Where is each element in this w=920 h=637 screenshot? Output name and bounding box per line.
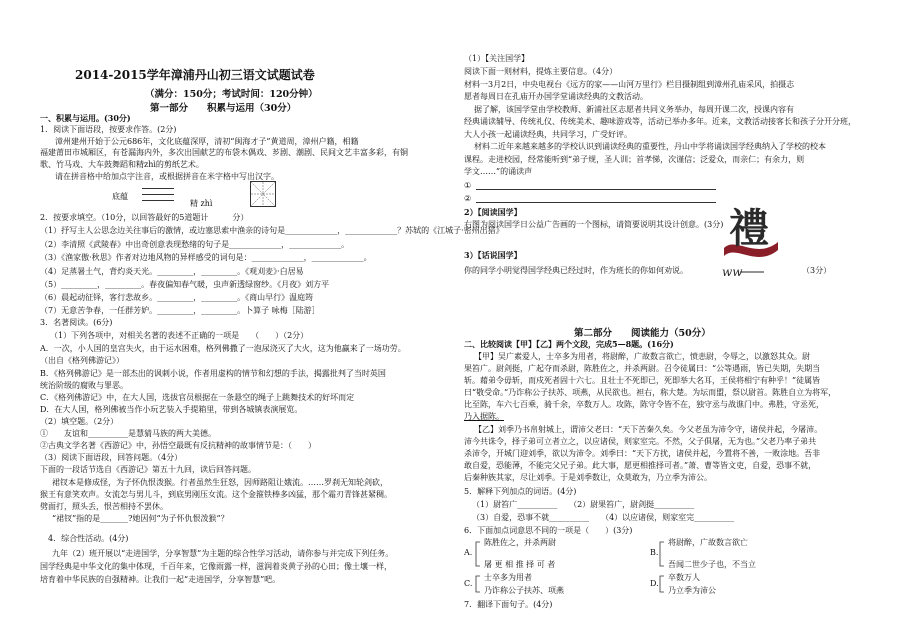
q3-sub-1: （1）下列各项中，对相关名著的表述不正确的一项是 （ ）（2分）: [50, 331, 309, 340]
yi-line-3: 杀沛令，开城门迎刘季，欲以为沛令。刘季曰：“天下方扰，诸侯并起，今置将不善，一败涂地。吾非: [464, 449, 821, 458]
q6-option-d1: 卒数万人: [668, 573, 700, 582]
answer-1-line[interactable]: [476, 189, 716, 190]
jia-line-5: 比至陈，车六七百乘，骑千余，卒数万人。攻陈，陈守令皆不在，独守丞与战谯门中。弗胜，守丞死，: [464, 400, 824, 409]
material-2c: 学文……”的诵读声: [464, 167, 533, 176]
q6-option-a1: 陈胜佐之，并杀两尉: [484, 538, 556, 547]
task-1-prompt: 阅读下面一则材料，提炼主要信息。（4分）: [464, 67, 618, 76]
grid-left-label: 底蕴: [112, 192, 128, 201]
passage-1a: 漳州建州开始于公元686年，文化底蕴深厚，清初“闽海才子”黄道周，漳州户籍，相籍: [55, 137, 359, 146]
jia-line-6: 乃入据陈。: [464, 412, 504, 421]
section1-heading: 一、积累与运用。(30分): [40, 113, 131, 123]
q3-option-b-cont: 统治阶级的腐败与罪恶。: [40, 381, 128, 390]
question-6: 6．下面加点词意思不同的一项是（ ）(3分): [464, 526, 633, 535]
question-2: 2．按要求填空。（10分，以回答最好的5道题计 分）: [40, 213, 249, 222]
q2-item-3: （3）《渔家傲·秋思》作者对边地风物的异样感受的词句是：_____________，_____________。: [40, 253, 372, 262]
q5-items-b: （3）自爱，恐事不就__________ （4）以应诸侯，则家室完__________: [472, 513, 735, 522]
material-1e: 大人小孩一起诵读经典，共同学习，广受好评。: [464, 130, 632, 139]
q3-sub-3e: “裙钗”指的是_______?她因何“为子怀仇恨泼猴”？: [52, 514, 229, 523]
mi-grid-lines: [251, 182, 275, 206]
material-2b: 课程。走进校园，经常能听到“弟子规，圣人训；首孝悌，次谨信；泛爱众，而亲仁；有余力，则: [464, 155, 805, 164]
q3-sub-2a: ① 友谊和__________是慧猜马族的两大美德。: [40, 429, 216, 438]
passage-1c: 歌、竹马戏、大车鼓舞蹈和精zhì的剪纸艺术。: [40, 160, 204, 169]
q3-poem-2: 猴王有意笑欢声。女流怎与男儿斗，到底男刚压女流。这个金箍铁棒多凶猛，那个霜刃青锋甚紧稠。: [40, 490, 392, 499]
q3-option-b: B．《格列佛游记》是一部杰出的讽刺小说，作者用虚构的情节和幻想的手法，揭露批判了当时英国: [40, 369, 386, 378]
q3-sub-3a: 下面的一段话节选自《西游记》第五十九回，读后回答问题。: [40, 465, 256, 474]
question-3: 3．名著阅读。(6分): [40, 318, 113, 327]
q3-option-a-source: （出自《格列佛游记》）: [40, 356, 124, 365]
q6-label-a: A.: [464, 548, 473, 557]
q6-label-c: C.: [464, 579, 473, 588]
yi-line-1: 【乙】刘季乃书帛射城上，谓沛父老曰：“天下苦秦久矣。今父老虽为沛令守，诸侯并起，今屠沛。: [474, 425, 823, 434]
li-character-icon: [716, 198, 782, 284]
task-1-heading: （1）【关注国学】: [464, 54, 530, 63]
task-3-prompt: 你的同学小明觉得国学经典已经过时，作为班长的你如何劝说。: [464, 266, 688, 275]
jia-line-3: 斩。藉弟令毋斩，而戍死者固十六七。且壮士不死即已，死即举大名耳，王侯将相宁有种乎！”徒属皆: [464, 376, 821, 385]
q6-brackets: [474, 536, 674, 596]
exam-subtitle: （满分：150分；考试时间：120分钟）: [145, 89, 318, 100]
q4-passage-a: 九年（2）班开展以“走进国学，分享智慧”为主题的综合性学习活动，请你参与并完成下列任务。: [52, 549, 394, 558]
q3-option-a: A．一次，小人国的皇宫失火，由于运水困难，格列佛撒了一泡尿浇灭了大火，这为他赢来了一场功劳。: [40, 344, 406, 353]
question-1: 1．阅读下面语段，按要求作答。(2分): [40, 125, 177, 134]
jia-line-4: 曰“敬受命。”乃诈称公子扶苏、项燕，从民欲也。袒右，称大楚。为坛而盟，祭以尉首。陈胜自立为将军，: [464, 388, 837, 397]
exam-title: 2014-2015学年漳浦丹山初三语文试题试卷: [75, 68, 315, 82]
right-column: [462, 0, 920, 637]
q6-option-b2: 吾闻二世少子也，不当立: [668, 560, 756, 569]
q6-label-b: B.: [650, 548, 659, 557]
section2-heading: 二、比较阅读【甲】【乙】两个文段，完成5—8题。(16分): [464, 339, 674, 349]
q3-option-d: D．在大人国，格列佛被当作小玩艺装入手提箱里，带到各城镇表演展览。: [40, 405, 303, 414]
passage-1d: 请在拼音格中给加点字注音，或根据拼音在米字格中写出汉字。: [55, 172, 279, 181]
passage-1b: 福建莆田市城厢区，有苍漏海内外，多次出国献艺的布袋木偶戏、芗剧、潮剧、民间文艺丰富多彩，有铜: [40, 148, 408, 157]
q6-option-b1: 将尉醉，广故数言欲亡: [668, 538, 748, 547]
li-glyph: 禮: [729, 205, 769, 252]
grid-right-label: 精 zhì: [190, 199, 213, 208]
jia-line-1: 【甲】吴广素爱人，士卒多为用者，将尉醉，广故数言欲亡，愤恚尉，令辱之，以激怒其众。尉: [474, 352, 810, 361]
task-2-heading: 2）【阅读国学】: [464, 207, 522, 217]
yi-line-5: 后秦种族其家，尽让刘季。于是刘季数让，众莫敢为，乃立季为沛公。: [464, 473, 712, 482]
q2-item-2: （2）李清照《武陵春》中出奇创意表现愁绪的句子是_____________，_____________。: [40, 240, 350, 249]
part1-heading: 第一部分 积累与运用（30分）: [150, 103, 297, 114]
answer-1-label: ①: [464, 181, 472, 190]
q6-option-c1: 士卒多为用者: [484, 573, 532, 582]
q4-passage-c: 培育着中华民族的自强精神。让我们一起“走进国学，分享智慧”吧。: [40, 575, 281, 584]
question-7: 7．翻译下面句子。(4分): [464, 600, 553, 609]
q3-poem-3: 劈面打，照头丢，恨苦相持不罢休。: [40, 502, 168, 511]
q2-item-5: （5）_________，_________。春夜偏知春气暖，虫声新透绿窗纱。《月夜》刘方平: [40, 280, 330, 289]
material-1c: 据了解，该国学堂由学校教师、新浦社区志愿者共同义务举办，每周开课二次，授课内容有: [474, 105, 794, 114]
material-1a: 材料一3月2日，中央电视台《远方的家——山河万里行》栏目摄制组到漳州孔庙采风，拍摄志: [464, 80, 795, 89]
task-3-score: （3分）: [802, 266, 832, 275]
q6-option-d2: 乃立季为沛公: [668, 586, 716, 595]
q3-sub-2: （2）填空题。（2分）: [40, 417, 119, 426]
q6-option-a2: 屠 更 相 推 择 可 者: [484, 560, 556, 569]
yi-line-2: 沛今共诛令，择子弟可立者立之，以应诸侯，则家室完。不然，父子俱屠，无为也。”父老乃率子弟共: [464, 437, 817, 446]
q3-option-c: C．《格列佛游记》中，在大人国，选拔官员根据在一条悬空的绳子上跳舞技术的好坏而定: [40, 393, 355, 402]
q4-passage-b: 国学经典是中华文化的集中体现，千百年来，它像雨露一样，滋润着炎黄子孙的心田；像土壤一样，: [40, 562, 392, 571]
material-1b: 愿者每周日在孔庙开办国学堂诵读经典的文教活动。: [464, 92, 648, 101]
seal-mark: ww: [722, 265, 743, 279]
q6-label-d: D.: [650, 579, 659, 588]
q2-item-1: （1）抒写主人公思念边关往事后的激情，或边塞思索中渔亲的诗句是_____________，_____________？苏轼的《江城子·密州出猎》: [40, 226, 504, 235]
yi-line-4: 敢自爱，恐能薄，不能完父兄子弟。此大事，愿更相推择可者。”萧、曹等皆文吏，自爱，恐事不就，: [464, 461, 817, 470]
task-2-prompt: 右图为阅读国学日公益广告画的一个图标，请简要说明其设计创意。(3分): [464, 220, 724, 229]
q3-sub-2b: ②古典文学名著《西游记》中，孙悟空最既有反抗精神的故事情节是：（ ）: [40, 441, 316, 450]
q6-option-c2: 乃诈称公子扶苏、项燕: [484, 586, 564, 595]
answer-2-label: ②: [464, 194, 472, 203]
pinyin-grid: [142, 185, 174, 210]
question-5: 5．解释下列加点的词语。(4分): [464, 487, 577, 496]
q3-sub-3: （3）阅读下面语段，回答问题。（4分）: [40, 453, 183, 462]
q3-poem-1: 裙钗本是修成怪，为子怀仇恨泼猴。行者虽然生狂怒，因师路阻让娥流。……罗刹无知轮剑砍，: [52, 478, 388, 487]
question-4: 4．综合性活动。(4分): [48, 534, 129, 543]
q5-items-a: （1）尉笞广__________ （2）尉果笞广，尉剑挺__________: [472, 500, 695, 509]
jia-line-2: 果笞广。尉剑挺，广起夺而杀尉，陈胜佐之，并杀两尉。召令徒属曰：“公等遇雨，皆已失期，失期当: [464, 364, 821, 373]
q2-item-6: （6）晨起动征铎，客行悲故乡。_________，_________。《商山早行》温庭筠: [40, 293, 314, 302]
material-2a: 材料二近年来越来越多的学校认识到诵读经典的重要性，丹山中学将诵读国学经典纳入了学校的校本: [474, 142, 826, 151]
mi-grid: [250, 181, 276, 207]
task-3-heading: 3）【话说国学】: [464, 250, 522, 260]
answer-2-line[interactable]: [476, 202, 716, 203]
q2-item-7: （7）无意苦争春，一任群芳妒。_________，_________。卜算子 咏梅［陆游］: [40, 306, 320, 315]
guoxue-logo-image: [716, 198, 782, 284]
part2-heading: 第二部分 阅读能力（50分）: [574, 328, 711, 339]
q2-item-4: （4）足蒸暑土气，背灼炎天光。_________，_________。《观刈麦》·白居易: [40, 267, 304, 276]
material-1d: 经典诵读辅导、传统礼仪、传统美术、趣味游戏等，活动已举办多年。近来，文教活动接客长和孩子分开分班，: [464, 117, 856, 126]
